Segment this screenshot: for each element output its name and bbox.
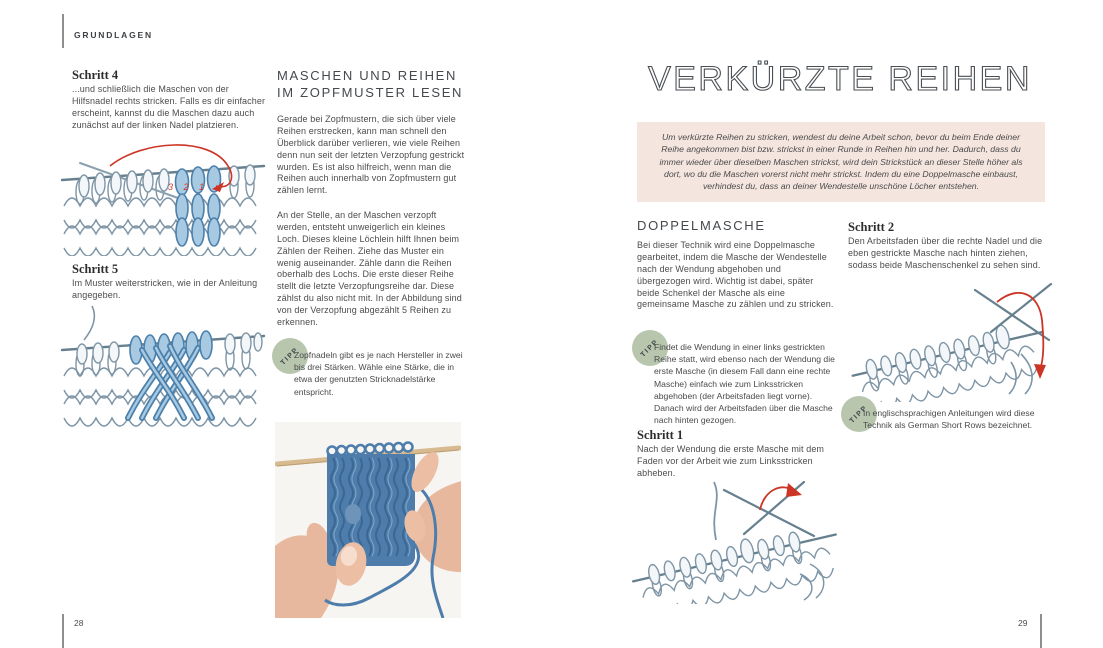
bottom-left-rule (62, 614, 64, 648)
step2-title: Schritt 2 (848, 220, 895, 234)
bottom-right-rule (1040, 614, 1042, 648)
doppelmasche-heading: DOPPELMASCHE (637, 218, 766, 233)
tip-left (272, 338, 474, 398)
tip-right-2-text: In englischsprachigen Anleitungen wird diese Technik als German Short Rows bezeichnet. (863, 408, 1035, 431)
intro-box: Um verkürzte Reihen zu stricken, wendest du deine Arbeit schon, bevor du beim Ende deiner Reihe angekommen bist bzw. strickst in einer Runde in Reihen hin und her. Dadurch, dass du immer wieder über dieselben Maschen strickst, wird dein Strickstück an dieser Stelle höher als dort, wo du die Maschen vorerst nicht mehr strickst. Indem du eine Doppelmasche einbaust, verhindest du, dass an deiner Wendestelle unschöne Löcher entstehen. (637, 122, 1045, 202)
page-number-right: 29 (1018, 618, 1028, 628)
knitting-diagram-step5 (58, 302, 270, 428)
step5-title: Schritt 5 (72, 262, 119, 276)
step4-title: Schritt 4 (72, 68, 119, 82)
article-heading-line2: IM ZOPFMUSTER LESEN (277, 84, 464, 100)
article-para2: An der Stelle, an der Maschen verzopft werden, entsteht unweigerlich ein kleines Loch. Dieses kleine Löchlein hilft Ihnen beim Zählen der Reihen. Ziehe das Muster ein wenig auseinander. Zähle dann die Reihen oberhalb des Lochs. Die erste dieser Reihe stellt die letzte Verzopfungsreihe dar. Diese zählst du also nicht mit. In der Abbildung sind von der Verzopfung abgezählt 5 Reihen zu erkennen. (277, 210, 462, 327)
doppelmasche-text: Bei dieser Technik wird eine Doppelmasche gearbeitet, indem die Masche der Wendestelle nach der Wendung abgehoben und übergezogen wird. Wichtig ist dabei, später beide Schenkel der Masche als eine gemeinsame Masche zu zählen und zu stricken. (637, 240, 834, 310)
tipp-badge-label: TIPP (639, 337, 661, 359)
article-heading (277, 68, 463, 102)
step5-text: Im Muster weiterstricken, wie in der Anleitung angegeben. (72, 278, 258, 300)
step1-text: Nach der Wendung die erste Masche mit dem Faden vor der Arbeit wie zum Linksstricken abheben. (637, 444, 825, 478)
knitting-photo (275, 422, 461, 618)
knitting-diagram-step4 (58, 136, 270, 256)
top-left-rule (62, 14, 64, 48)
tipp-badge-label: TIPP (848, 403, 870, 425)
tip-right-1-text: Findet die Wendung in einer links gestrickten Reihe statt, wird ebenso nach der Wendung die erste Masche (in diesem Fall dann eine rechte Masche) einfach wie zum Linksstricken abgehoben (der Arbeitsfaden liegt vorne). Danach wird der Arbeitsfaden über die Masche nach hinten gezogen. (654, 342, 835, 426)
tip-right-2 (841, 396, 1055, 431)
section-kicker: GRUNDLAGEN (74, 30, 153, 40)
tipp-badge-label: TIPP (279, 345, 301, 367)
tip-right-1 (632, 330, 840, 426)
article-para1: Gerade bei Zopfmustern, die sich über viele Reihen erstrecken, kann man schnell den Überblick darüber verlieren, wie viele Reihen denn nun seit der letzten Verzopfung gestrickt wurden. Es ist also hilfreich, wenn man die Reihen auch innerhalb von Zopfmustern gut zählen lernt. (277, 114, 465, 196)
row-count-numbers: 3 2 1 (168, 182, 209, 192)
tip-left-text: Zopfnadeln gibt es je nach Hersteller in zwei bis drei Stärken. Wähle eine Stärke, die in etwa der genutzten Stricknadelstärke entspricht. (294, 350, 463, 397)
step2-text: Den Arbeitsfaden über die rechte Nadel und die eben gestrickte Masche nach hinten ziehen, sodass beide Maschenschenkel zu sehen sind. (848, 236, 1043, 270)
step4-text: ...und schließlich die Maschen von der Hilfsnadel rechts stricken. Falls es dir einfacher erscheint, kannst du die Maschen dazu auch zunächst auf der linken Nadel platzieren. (72, 84, 266, 130)
page-number-left: 28 (74, 618, 84, 628)
article-heading-line1: MASCHEN UND REIHEN (277, 68, 458, 83)
knitting-diagram-short-row-step2 (843, 282, 1068, 402)
knitting-diagram-short-row-step1 (624, 476, 844, 604)
chapter-title: VERKÜRZTE REIHEN (648, 60, 1032, 98)
step1-title: Schritt 1 (637, 428, 684, 442)
